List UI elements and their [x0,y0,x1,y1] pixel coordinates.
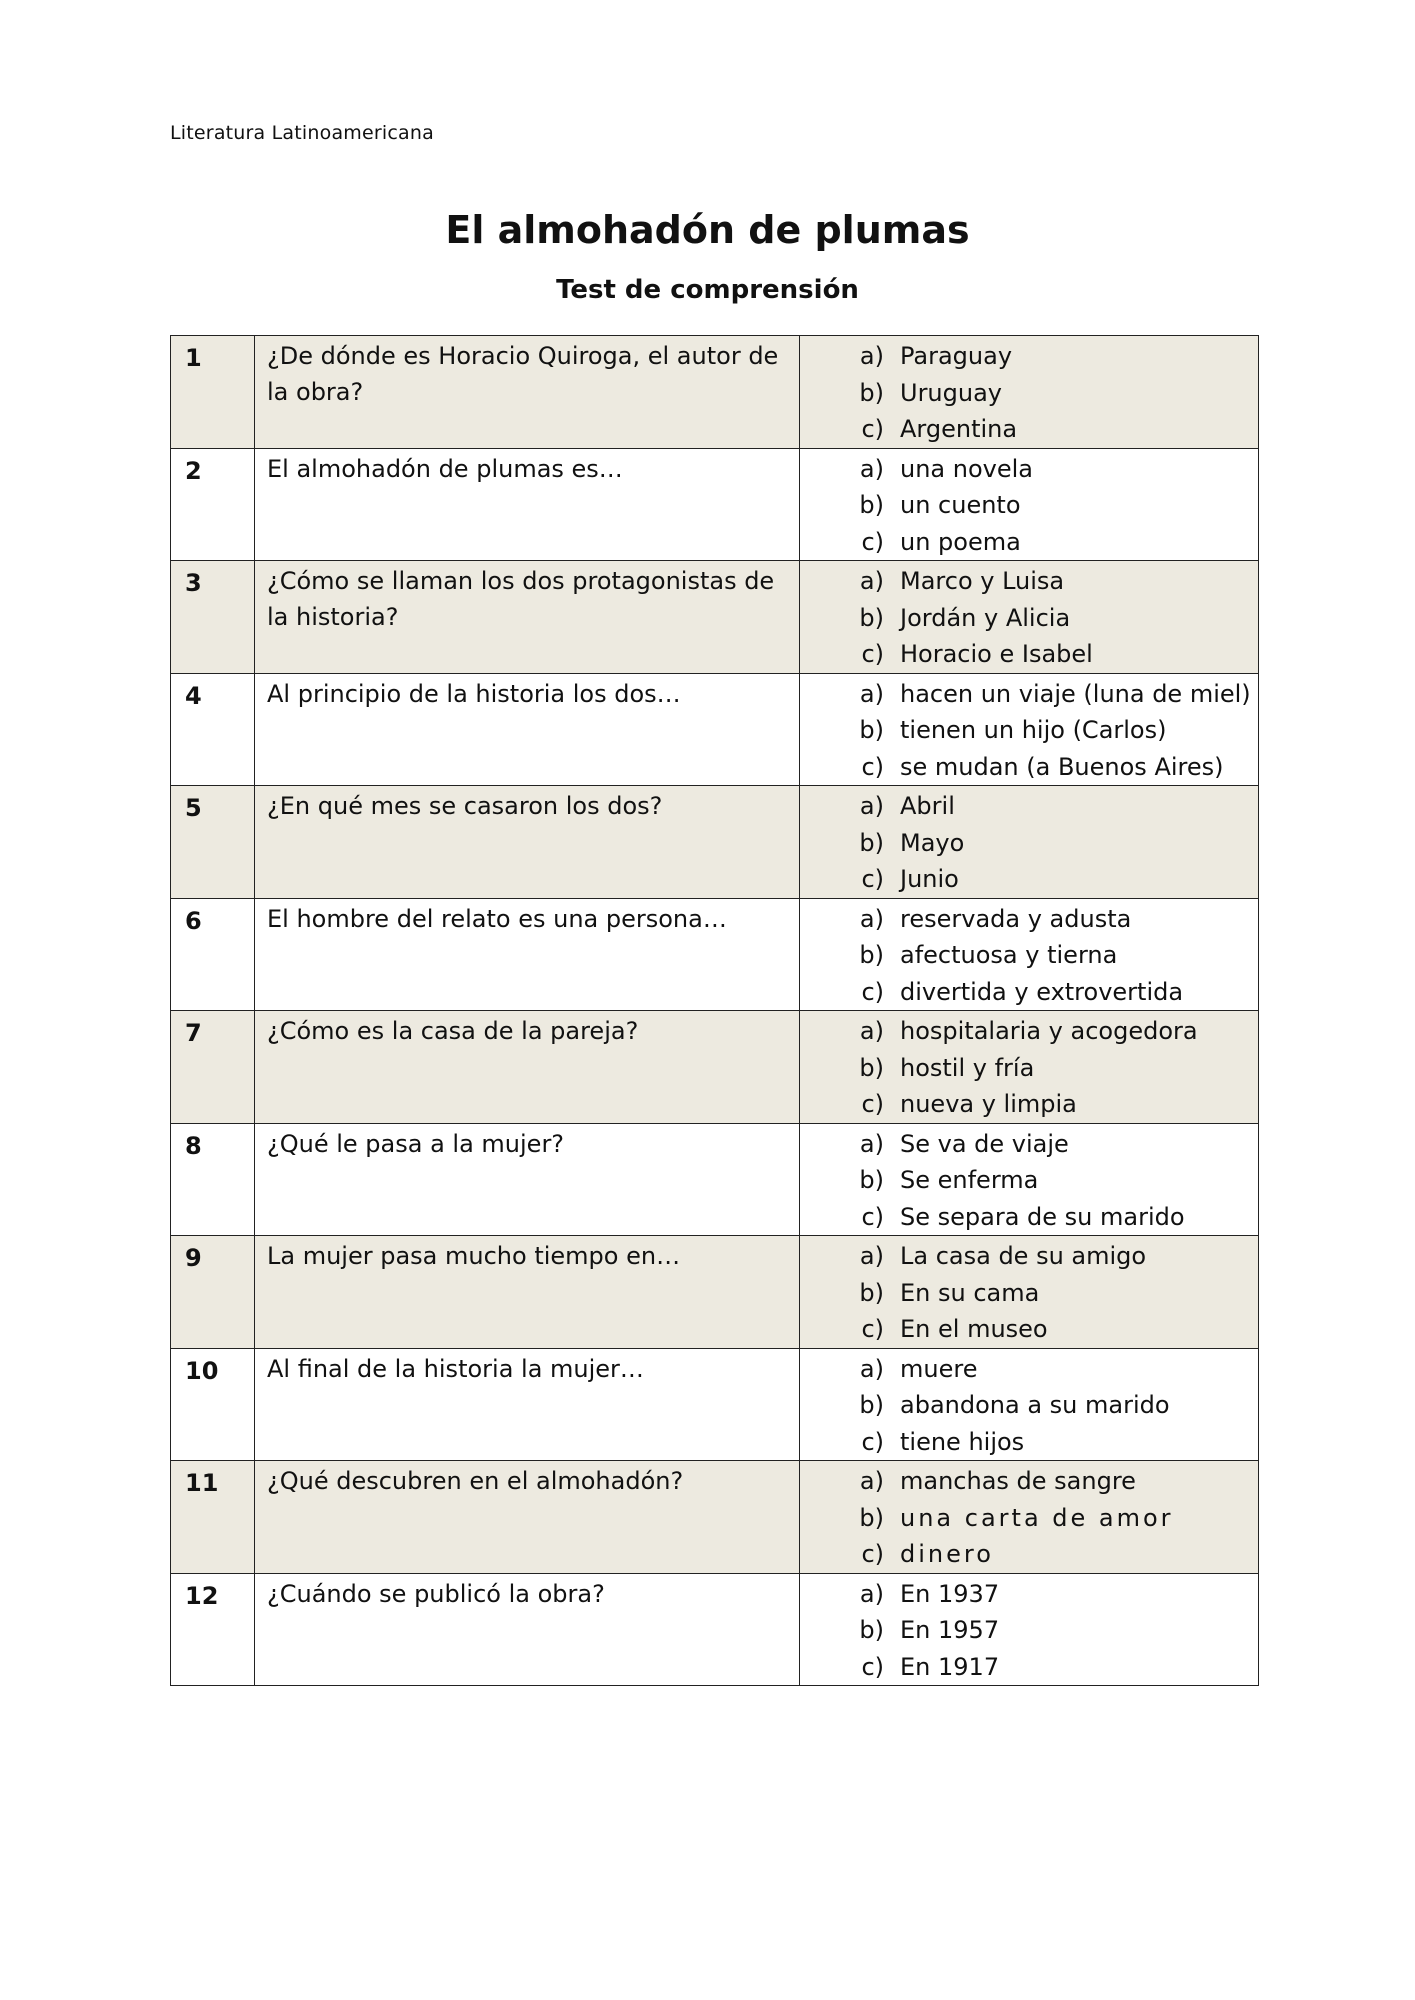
question-row [171,448,1259,561]
page-title: El almohadón de plumas [445,208,970,252]
option-text: En el museo [900,1315,1048,1343]
question-number: 1 [171,336,255,449]
option-letter: a) [859,567,884,595]
question-number: 11 [171,1461,255,1574]
question-number: 2 [171,448,255,561]
question-number: 5 [171,786,255,899]
option-letter: a) [859,1129,884,1158]
answer-option [800,861,1258,898]
question-row [171,1348,1259,1461]
answer-options [800,1011,1259,1124]
answer-options [800,1236,1259,1349]
option-letter: c) [861,1315,884,1343]
option-text: Mayo [900,828,965,857]
question-row [171,786,1259,899]
answer-option [800,1013,1258,1050]
option-text: una carta de amor [900,1503,1174,1532]
answer-option [800,1463,1258,1500]
answer-option [800,1649,1258,1686]
option-letter: a) [859,1242,884,1270]
question-number: 7 [171,1011,255,1124]
option-letter: b) [859,1053,884,1082]
answer-option [800,788,1258,825]
option-text: una novela [900,454,1033,483]
question-text: ¿En qué mes se casaron los dos? [255,786,800,899]
option-letter: b) [859,716,884,744]
option-letter: b) [859,1391,884,1419]
answer-options [800,673,1259,786]
answer-option [800,1238,1258,1275]
question-row [171,1236,1259,1349]
question-text: ¿De dónde es Horacio Quiroga, el autor de la obra? [255,336,800,449]
answer-option [800,676,1258,713]
option-text: un cuento [900,491,1021,519]
option-letter: a) [859,679,884,708]
option-letter: c) [861,1652,884,1681]
question-row [171,336,1259,449]
option-letter: a) [859,454,884,483]
header-note: Literatura Latinoamericana [170,122,434,144]
question-text: ¿Qué le pasa a la mujer? [255,1123,800,1236]
option-text: hostil y fría [900,1053,1035,1082]
answer-option [800,825,1258,862]
option-letter: a) [859,1579,884,1608]
option-text: Se enferma [900,1166,1039,1194]
answer-options [800,898,1259,1011]
option-letter: b) [859,491,884,519]
answer-option [800,375,1258,412]
question-number: 12 [171,1573,255,1686]
question-text: ¿Qué descubren en el almohadón? [255,1461,800,1574]
option-letter: c) [861,865,884,893]
option-text: reservada y adusta [900,904,1132,933]
question-text: ¿Cuándo se publicó la obra? [255,1573,800,1686]
answer-option [800,1126,1258,1163]
question-text: El almohadón de plumas es… [255,448,800,561]
question-number: 10 [171,1348,255,1461]
option-text: divertida y extrovertida [900,977,1184,1006]
quiz-table-body [171,336,1259,1686]
option-letter: c) [861,752,884,781]
option-text: En 1957 [900,1616,1000,1644]
answer-option [800,1275,1258,1312]
option-text: hacen un viaje (luna de miel) [900,679,1251,708]
answer-options [800,561,1259,674]
option-text: tiene hijos [900,1427,1025,1456]
option-text: Paraguay [900,342,1013,370]
option-letter: a) [859,1467,884,1495]
option-letter: b) [859,603,884,632]
option-text: Argentina [900,415,1018,443]
option-text: En 1937 [900,1579,1000,1608]
option-text: se mudan (a Buenos Aires) [900,752,1224,781]
option-letter: b) [859,1278,884,1307]
question-text: ¿Cómo es la casa de la pareja? [255,1011,800,1124]
answer-option [800,1536,1258,1573]
answer-option [800,600,1258,637]
option-text: tienen un hijo (Carlos) [900,716,1167,744]
answer-option [800,1311,1258,1348]
answer-option [800,1387,1258,1424]
option-text: hospitalaria y acogedora [900,1017,1198,1045]
option-text: muere [900,1354,978,1383]
answer-option [800,1576,1258,1613]
option-letter: a) [859,342,884,370]
option-text: Se separa de su marido [900,1202,1185,1231]
option-letter: a) [859,792,884,820]
option-letter: c) [861,527,884,556]
question-row [171,561,1259,674]
question-number: 6 [171,898,255,1011]
option-letter: b) [859,828,884,857]
option-text: En 1917 [900,1652,1000,1681]
option-letter: c) [861,640,884,668]
question-row [171,1123,1259,1236]
question-row [171,673,1259,786]
option-text: La casa de su amigo [900,1242,1147,1270]
answer-option [800,1050,1258,1087]
answer-option [800,901,1258,938]
question-text: Al final de la historia la mujer… [255,1348,800,1461]
answer-options [800,1348,1259,1461]
option-text: nueva y limpia [900,1090,1077,1118]
question-row [171,1461,1259,1574]
answer-option [800,937,1258,974]
option-letter: b) [859,941,884,969]
question-text: ¿Cómo se llaman los dos protagonistas de la historia? [255,561,800,674]
answer-options [800,448,1259,561]
option-text: Marco y Luisa [900,567,1065,595]
answer-option [800,338,1258,375]
page-subtitle: Test de comprensión [556,275,859,305]
option-letter: a) [859,1017,884,1045]
answer-options [800,1123,1259,1236]
question-text: Al principio de la historia los dos… [255,673,800,786]
answer-option [800,1500,1258,1537]
option-letter: a) [859,1354,884,1383]
answer-option [800,451,1258,488]
answer-options [800,786,1259,899]
question-row [171,1573,1259,1686]
question-text: La mujer pasa mucho tiempo en… [255,1236,800,1349]
answer-option [800,749,1258,786]
answer-option [800,1199,1258,1236]
answer-option [800,1351,1258,1388]
answer-option [800,411,1258,448]
option-letter: c) [861,415,884,443]
answer-option [800,636,1258,673]
answer-option [800,1424,1258,1461]
option-text: Jordán y Alicia [900,603,1071,632]
option-letter: c) [861,977,884,1006]
answer-options [800,336,1259,449]
answer-options [800,1573,1259,1686]
question-number: 4 [171,673,255,786]
question-number: 8 [171,1123,255,1236]
question-text: El hombre del relato es una persona… [255,898,800,1011]
answer-option [800,524,1258,561]
question-row [171,1011,1259,1124]
option-text: dinero [900,1540,994,1568]
answer-option [800,1162,1258,1199]
option-text: abandona a su marido [900,1391,1170,1419]
answer-option [800,1086,1258,1123]
option-text: Horacio e Isabel [900,640,1093,668]
option-letter: c) [861,1540,884,1568]
answer-option [800,563,1258,600]
option-text: manchas de sangre [900,1467,1136,1495]
option-text: Se va de viaje [900,1129,1069,1158]
option-letter: a) [859,904,884,933]
option-text: afectuosa y tierna [900,941,1118,969]
option-text: Abril [900,792,955,820]
answer-option [800,712,1258,749]
question-row [171,898,1259,1011]
option-text: Uruguay [900,378,1002,407]
option-letter: c) [861,1202,884,1231]
answer-option [800,974,1258,1011]
question-number: 9 [171,1236,255,1349]
option-text: En su cama [900,1278,1040,1307]
option-text: Junio [900,865,959,893]
answer-option [800,487,1258,524]
option-text: un poema [900,527,1021,556]
question-number: 3 [171,561,255,674]
quiz-table [170,335,1259,1686]
answer-option [800,1612,1258,1649]
option-letter: c) [861,1090,884,1118]
option-letter: b) [859,1616,884,1644]
option-letter: b) [859,378,884,407]
option-letter: b) [859,1503,884,1532]
option-letter: c) [861,1427,884,1456]
answer-options [800,1461,1259,1574]
option-letter: b) [859,1166,884,1194]
